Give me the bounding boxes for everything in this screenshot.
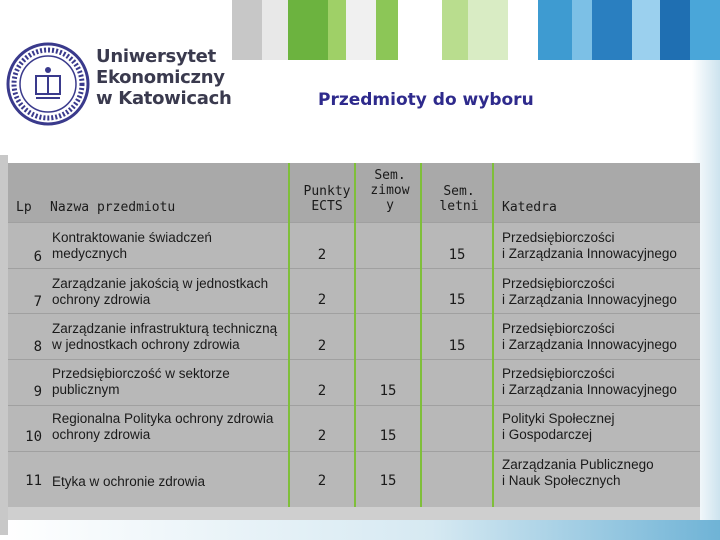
row-dept-line: Polityki Społecznej	[502, 411, 615, 426]
row-summer: 15	[448, 247, 466, 263]
row-dept-line: Zarządzania Publicznego	[502, 457, 654, 472]
row-name-line: Regionalna Polityka ochrony zdrowia	[52, 411, 274, 426]
row-summer: 15	[448, 338, 466, 354]
row-ects: 2	[317, 383, 327, 399]
row-name-line: ochrony zdrowia	[52, 292, 151, 307]
header-line: letni	[439, 199, 479, 214]
row-name-line: Etyka w ochronie zdrowia	[52, 474, 206, 489]
column-divider	[492, 163, 494, 507]
row-dept	[502, 276, 698, 308]
header-line: Sem.	[443, 184, 475, 199]
row-name	[52, 321, 312, 353]
left-edge-decoration	[0, 155, 8, 535]
column-header-dept: Katedra	[502, 200, 557, 215]
row-lp: 10	[25, 429, 42, 445]
row-dept-line: i Zarządzania Innowacyjnego	[502, 246, 677, 261]
row-name-line: medycznych	[52, 246, 128, 261]
column-header-winter	[360, 168, 420, 213]
row-name	[52, 411, 312, 443]
row-dept	[502, 411, 698, 443]
university-name-line: w Katowicach	[96, 88, 232, 109]
row-name	[52, 230, 312, 262]
row-name-line: Kontraktowanie świadczeń	[52, 230, 212, 245]
row-lp: 8	[33, 339, 42, 355]
header-line: ECTS	[311, 199, 343, 214]
bottom-band-decoration	[0, 520, 720, 540]
row-dept-line: Przedsiębiorczości	[502, 321, 615, 336]
university-name-line: Uniwersytet	[96, 46, 216, 67]
row-dept-line: i Gospodarczej	[502, 427, 593, 442]
row-name-line: Zarządzanie jakością w jednostkach	[52, 276, 269, 291]
header-line: zimow	[370, 183, 410, 198]
row-name	[52, 276, 312, 308]
row-lp: 11	[25, 473, 42, 489]
university-seal-icon	[6, 42, 90, 126]
row-lp: 6	[33, 249, 42, 265]
row-name-line: Zarządzanie infrastrukturą techniczną	[52, 321, 278, 336]
row-name-line: ochrony zdrowia	[52, 427, 151, 442]
courses-table	[8, 163, 700, 507]
column-header-lp: Lp	[16, 200, 32, 215]
row-winter: 15	[379, 473, 397, 489]
row-dept-line: i Nauk Społecznych	[502, 473, 621, 488]
row-ects: 2	[317, 292, 327, 308]
row-dept	[502, 321, 698, 353]
column-header-summer	[426, 184, 492, 214]
table-bottom-strip	[8, 507, 700, 520]
header-line: Punkty	[303, 184, 351, 199]
header-line: Sem.	[374, 168, 406, 183]
header-mosaic	[232, 0, 720, 60]
header-line: y	[386, 198, 394, 213]
column-divider	[354, 163, 356, 507]
row-ects: 2	[317, 247, 327, 263]
row-dept	[502, 457, 698, 489]
row-dept-line: i Zarządzania Innowacyjnego	[502, 382, 677, 397]
row-name-line: w jednostkach ochrony zdrowia	[52, 337, 240, 352]
row-name-line: publicznym	[52, 382, 120, 397]
row-ects: 2	[317, 428, 327, 444]
row-dept-line: Przedsiębiorczości	[502, 366, 615, 381]
row-ects: 2	[317, 473, 327, 489]
row-dept-line: i Zarządzania Innowacyjnego	[502, 337, 677, 352]
row-name	[52, 366, 312, 398]
row-lp: 9	[33, 384, 42, 400]
row-summer: 15	[448, 292, 466, 308]
row-dept-line: Przedsiębiorczości	[502, 230, 615, 245]
column-divider	[420, 163, 422, 507]
row-dept-line: i Zarządzania Innowacyjnego	[502, 292, 677, 307]
university-name-line: Ekonomiczny	[96, 67, 225, 88]
row-name	[52, 474, 312, 490]
row-dept	[502, 230, 698, 262]
row-winter: 15	[379, 428, 397, 444]
row-winter: 15	[379, 383, 397, 399]
row-name-line: Przedsiębiorczość w sektorze	[52, 366, 230, 381]
row-lp: 7	[33, 294, 42, 310]
column-header-ects	[294, 184, 360, 214]
row-dept	[502, 366, 698, 398]
column-header-name: Nazwa przedmiotu	[50, 200, 176, 215]
university-name	[96, 46, 236, 109]
row-dept-line: Przedsiębiorczości	[502, 276, 615, 291]
page-title: Przedmioty do wyboru	[318, 90, 534, 110]
row-ects: 2	[317, 338, 327, 354]
